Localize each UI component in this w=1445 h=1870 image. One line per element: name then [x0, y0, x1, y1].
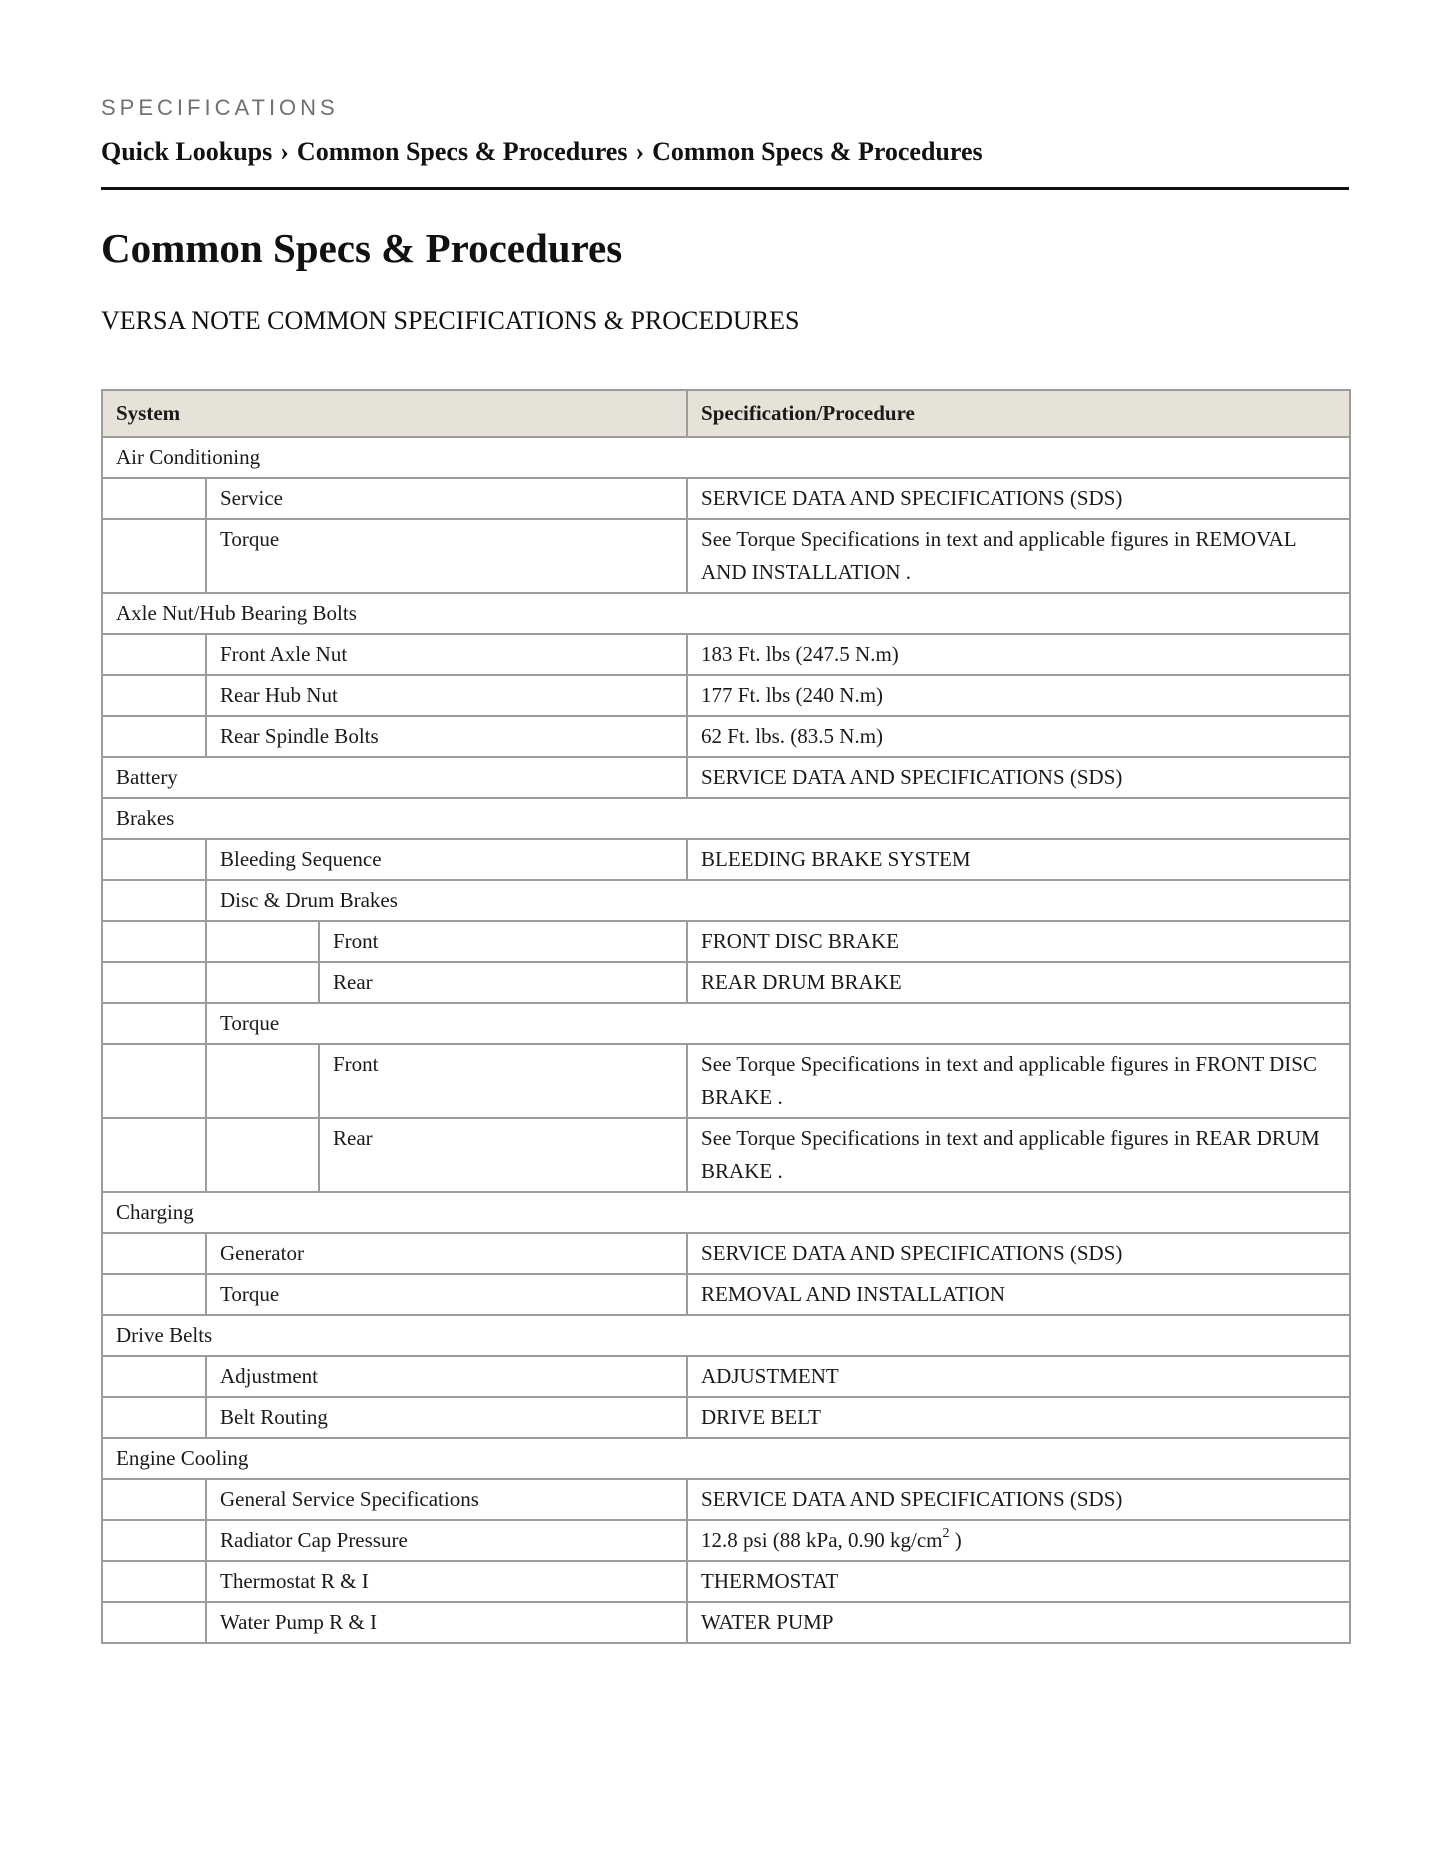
breadcrumb-item-current: Common Specs & Procedures [652, 137, 983, 166]
column-header-spec: Specification/Procedure [687, 390, 1350, 437]
breadcrumb-item-common-specs[interactable]: Common Specs & Procedures [296, 137, 628, 166]
indent-cell [102, 478, 206, 519]
indent-cell [102, 1274, 206, 1315]
spec-cell: 62 Ft. lbs. (83.5 N.m) [687, 716, 1350, 757]
table-body [102, 437, 1350, 1643]
indent-cell [102, 1602, 206, 1643]
system-cell: Rear [319, 1118, 687, 1192]
spec-cell: WATER PUMP [687, 1602, 1350, 1643]
system-cell: Water Pump R & I [206, 1602, 687, 1643]
table-row [102, 1044, 1350, 1118]
spec-cell: ADJUSTMENT [687, 1356, 1350, 1397]
table-row [102, 757, 1350, 798]
column-header-system: System [102, 390, 687, 437]
indent-cell [102, 634, 206, 675]
table-row [102, 519, 1350, 593]
indent-cell [102, 921, 206, 962]
table-row [102, 1397, 1350, 1438]
spec-cell: 177 Ft. lbs (240 N.m) [687, 675, 1350, 716]
system-cell: Adjustment [206, 1356, 687, 1397]
system-cell: Battery [102, 757, 687, 798]
table-row [102, 839, 1350, 880]
spec-cell: DRIVE BELT [687, 1397, 1350, 1438]
system-cell: Engine Cooling [102, 1438, 1350, 1479]
table-row [102, 880, 1350, 921]
breadcrumb-separator: › [635, 137, 645, 166]
indent-cell [102, 1003, 206, 1044]
indent-cell [102, 675, 206, 716]
spec-cell: REAR DRUM BRAKE [687, 962, 1350, 1003]
table-row [102, 1438, 1350, 1479]
spec-cell: BLEEDING BRAKE SYSTEM [687, 839, 1350, 880]
table-row [102, 1003, 1350, 1044]
table-row [102, 478, 1350, 519]
system-cell: Torque [206, 1003, 1350, 1044]
table-row [102, 1561, 1350, 1602]
table-row [102, 1118, 1350, 1192]
indent-cell [206, 1118, 319, 1192]
system-cell: Front Axle Nut [206, 634, 687, 675]
table-row [102, 1356, 1350, 1397]
spec-value-suffix: ) [949, 1528, 962, 1552]
system-cell: Axle Nut/Hub Bearing Bolts [102, 593, 1350, 634]
system-cell: Service [206, 478, 687, 519]
page-subtitle: VERSA NOTE COMMON SPECIFICATIONS & PROCEDURES [101, 306, 800, 335]
system-cell: Generator [206, 1233, 687, 1274]
system-cell: Charging [102, 1192, 1350, 1233]
system-cell: Drive Belts [102, 1315, 1350, 1356]
system-cell: Air Conditioning [102, 437, 1350, 478]
table-row [102, 634, 1350, 675]
table-row [102, 921, 1350, 962]
table-row [102, 437, 1350, 478]
spec-cell: 183 Ft. lbs (247.5 N.m) [687, 634, 1350, 675]
table-row [102, 1520, 1350, 1561]
spec-value: 12.8 psi (88 kPa, 0.90 kg/cm [701, 1528, 943, 1552]
spec-cell: See Torque Specifications in text and applicable figures in FRONT DISC BRAKE . [687, 1044, 1350, 1118]
indent-cell [102, 962, 206, 1003]
spec-cell: SERVICE DATA AND SPECIFICATIONS (SDS) [687, 478, 1350, 519]
spec-cell: See Torque Specifications in text and applicable figures in REAR DRUM BRAKE . [687, 1118, 1350, 1192]
table-row [102, 716, 1350, 757]
system-cell: Bleeding Sequence [206, 839, 687, 880]
indent-cell [102, 519, 206, 593]
indent-cell [102, 1520, 206, 1561]
spec-cell: SERVICE DATA AND SPECIFICATIONS (SDS) [687, 1479, 1350, 1520]
table-row [102, 962, 1350, 1003]
spec-cell: SERVICE DATA AND SPECIFICATIONS (SDS) [687, 1233, 1350, 1274]
system-cell: Front [319, 1044, 687, 1118]
breadcrumb [101, 137, 983, 167]
system-cell: Torque [206, 519, 687, 593]
header-divider [101, 187, 1349, 190]
spec-superscript: 2 [942, 1526, 950, 1541]
spec-cell: THERMOSTAT [687, 1561, 1350, 1602]
specs-table [101, 389, 1351, 1644]
breadcrumb-item-quick-lookups[interactable]: Quick Lookups [101, 137, 273, 166]
system-cell: Thermostat R & I [206, 1561, 687, 1602]
indent-cell [102, 1233, 206, 1274]
indent-cell [206, 962, 319, 1003]
table-row [102, 593, 1350, 634]
system-cell: Brakes [102, 798, 1350, 839]
system-cell: Rear Spindle Bolts [206, 716, 687, 757]
table-header-row [102, 390, 1350, 437]
table-row [102, 675, 1350, 716]
spec-cell: See Torque Specifications in text and applicable figures in REMOVAL AND INSTALLATION . [687, 519, 1350, 593]
indent-cell [102, 1044, 206, 1118]
indent-cell [102, 1118, 206, 1192]
system-cell: Belt Routing [206, 1397, 687, 1438]
indent-cell [102, 880, 206, 921]
system-cell: Radiator Cap Pressure [206, 1520, 687, 1561]
page-title: Common Specs & Procedures [101, 225, 623, 271]
indent-cell [102, 1397, 206, 1438]
spec-cell: SERVICE DATA AND SPECIFICATIONS (SDS) [687, 757, 1350, 798]
indent-cell [102, 1561, 206, 1602]
indent-cell [102, 1479, 206, 1520]
system-cell: Front [319, 921, 687, 962]
indent-cell [206, 1044, 319, 1118]
table-row [102, 798, 1350, 839]
table-row [102, 1602, 1350, 1643]
system-cell: Torque [206, 1274, 687, 1315]
system-cell: Rear Hub Nut [206, 675, 687, 716]
indent-cell [102, 1356, 206, 1397]
system-cell: Rear [319, 962, 687, 1003]
spec-cell [687, 1520, 1350, 1561]
table-row [102, 1479, 1350, 1520]
indent-cell [206, 921, 319, 962]
section-kicker: SPECIFICATIONS [101, 95, 339, 120]
system-cell: General Service Specifications [206, 1479, 687, 1520]
system-cell: Disc & Drum Brakes [206, 880, 1350, 921]
table-row [102, 1233, 1350, 1274]
indent-cell [102, 839, 206, 880]
table-row [102, 1315, 1350, 1356]
indent-cell [102, 716, 206, 757]
spec-cell: REMOVAL AND INSTALLATION [687, 1274, 1350, 1315]
table-row [102, 1274, 1350, 1315]
breadcrumb-separator: › [280, 137, 289, 166]
spec-cell: FRONT DISC BRAKE [687, 921, 1350, 962]
table-row [102, 1192, 1350, 1233]
